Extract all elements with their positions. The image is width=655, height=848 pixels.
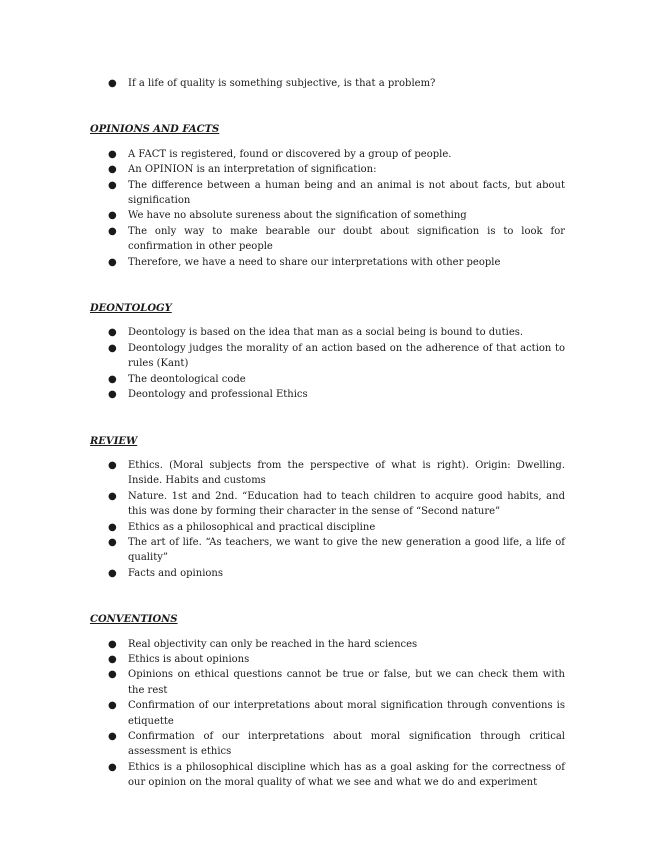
list-item: ● The only way to make bearable our doubt about signification is to look for confirmation in other people — [108, 225, 565, 253]
list-item: ● Deontology judges the morality of an action based on the adherence of that action to rules (Kant) — [108, 342, 565, 370]
list-item: ● Deontology is based on the idea that man as a social being is bound to duties. — [90, 325, 565, 340]
bullet-icon: ● — [108, 761, 117, 773]
bullet-icon: ● — [108, 638, 117, 650]
section-heading-review: REVIEW — [90, 435, 138, 447]
list-item: ● Facts and opinions — [90, 566, 565, 581]
list-item: ● Confirmation of our interpretations about moral signification through conventions is etiquette — [108, 700, 565, 727]
bullet-icon: ● — [108, 700, 117, 712]
section-heading-conventions: CONVENTIONS — [90, 614, 178, 626]
list-item: ● If a life of quality is something subjective, is that a problem? — [90, 76, 565, 91]
list-item: ● An OPINION is an interpretation of signification: — [90, 162, 565, 177]
intro-list — [90, 76, 565, 91]
bullet-icon: ● — [108, 521, 117, 533]
list-item: ● The deontological code — [90, 372, 565, 387]
bullet-icon: ● — [108, 225, 117, 237]
bullet-icon: ● — [108, 373, 117, 385]
list-item: ● We have no absolute sureness about the signification of something — [90, 208, 565, 223]
list-item: ● Deontology and professional Ethics — [90, 387, 565, 402]
list-item: ● Real objectivity can only be reached in the hard sciences — [90, 637, 565, 652]
document-page — [90, 76, 565, 791]
bullet-icon: ● — [108, 653, 117, 665]
list-item: ● The art of life. “As teachers, we want to give the new generation a good life, a life of quality” — [108, 536, 565, 564]
list-item: ● Opinions on ethical questions cannot be true or false, but we can check them with the rest — [108, 669, 565, 696]
list-item: ● Ethics. (Moral subjects from the perspective of what is right). Origin: Dwelling. Inside. Habits and customs — [108, 459, 565, 487]
bullet-icon: ● — [108, 459, 117, 471]
bullet-icon: ● — [108, 179, 117, 191]
list-item: ● Ethics as a philosophical and practical discipline — [90, 520, 565, 535]
list-item: ● Nature. 1st and 2nd. “Education had to teach children to acquire good habits, and this was done by forming their character in the sense of “Second nature” — [108, 490, 565, 518]
section-list-deontology — [90, 325, 565, 402]
bullet-icon: ● — [108, 342, 117, 354]
list-item: ● Confirmation of our interpretations about moral signification through critical assessment is ethics — [108, 731, 565, 758]
bullet-icon: ● — [108, 210, 117, 222]
list-item: ● The difference between a human being and an animal is not about facts, but about signification — [108, 179, 565, 207]
list-item: ● Ethics is a philosophical discipline which has as a goal asking for the correctness of our opinion on the moral quality of what we see and what we do and experiment — [108, 761, 565, 789]
section-heading-deontology: DEONTOLOGY — [90, 303, 172, 315]
bullet-icon: ● — [108, 256, 117, 268]
section-list-conventions — [90, 637, 565, 791]
bullet-icon: ● — [108, 327, 117, 339]
list-item: ● Ethics is about opinions — [90, 652, 565, 667]
section-list-review — [90, 458, 565, 581]
list-item: ● A FACT is registered, found or discovered by a group of people. — [90, 147, 565, 162]
section-list-opinions-and-facts — [90, 147, 565, 270]
section-heading-opinions-and-facts: OPINIONS AND FACTS — [90, 124, 220, 136]
bullet-icon: ● — [108, 164, 117, 176]
list-item: ● Therefore, we have a need to share our interpretations with other people — [90, 255, 565, 270]
bullet-icon: ● — [108, 78, 117, 89]
bullet-icon: ● — [108, 148, 117, 160]
bullet-icon: ● — [108, 669, 117, 681]
bullet-icon: ● — [108, 567, 117, 579]
bullet-icon: ● — [108, 731, 117, 742]
bullet-icon: ● — [108, 490, 117, 502]
bullet-icon: ● — [108, 389, 117, 401]
bullet-icon: ● — [108, 536, 117, 548]
